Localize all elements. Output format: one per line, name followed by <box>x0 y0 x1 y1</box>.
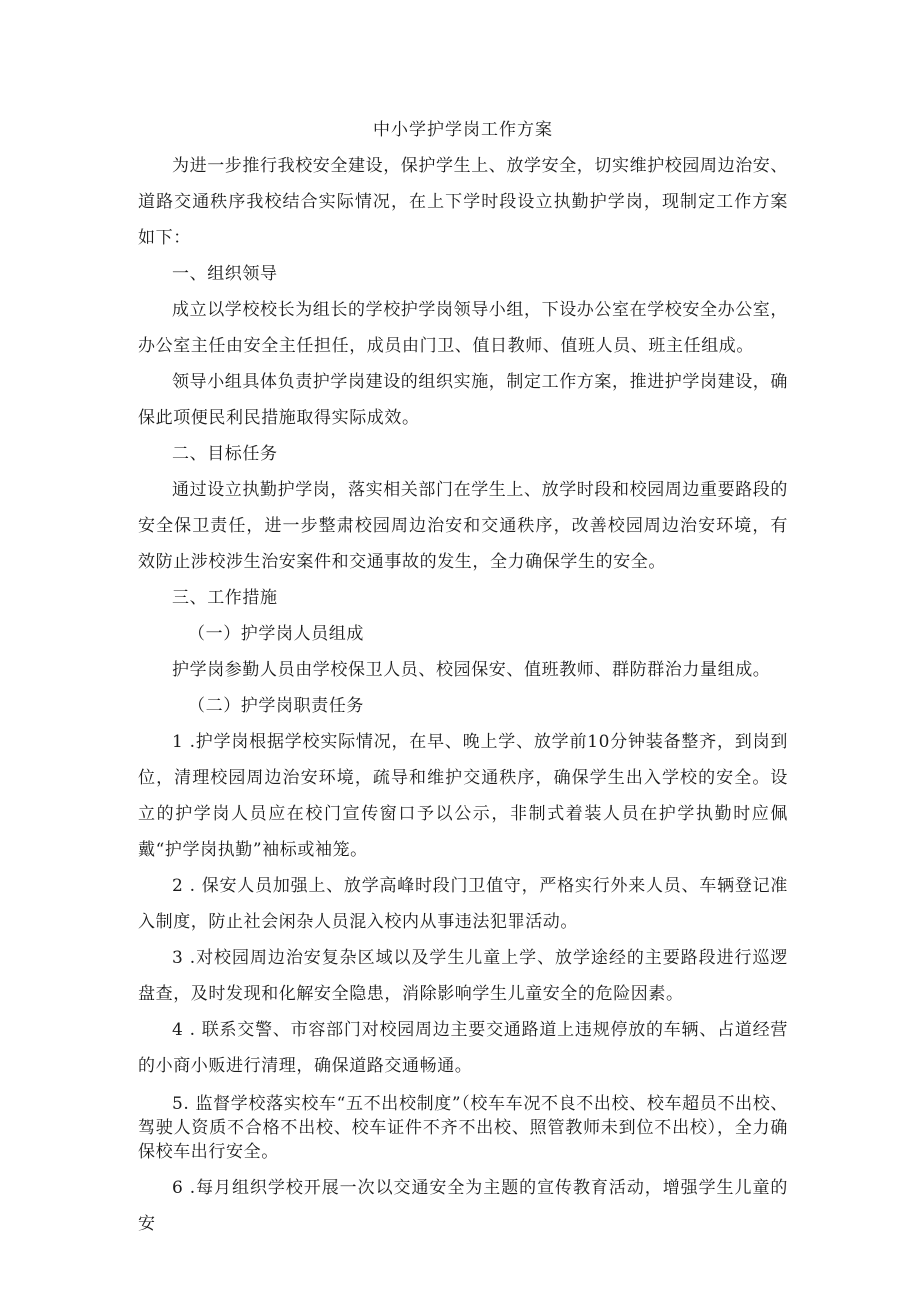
duty-item: 5. 监督学校落实校车“五不出校制度”（校车车况不良不出校、校车超员不出校、驾驶人资质不合格不出校、校车证件不齐不出校、照管教师未到位不出校），全力确保校车出行安全。 <box>138 1094 788 1162</box>
section-heading-measures: 三、工作措施 <box>172 588 278 608</box>
intro-paragraph: 为进一步推行我校安全建设，保护学生上、放学安全，切实维护校园周边治安、道路交通秩序我校结合实际情况，在上下学时段设立执勤护学岗，现制定工作方案如下： <box>138 156 788 248</box>
section1-paragraph: 领导小组具体负责护学岗建设的组织实施，制定工作方案，推进护学岗建设，确保此项便民利民措施取得实际成效。 <box>138 372 788 428</box>
duty-item: 4 . 联系交警、市容部门对校园周边主要交通路道上违规停放的车辆、占道经营的小商小贩进行清理，确保道路交通畅通。 <box>138 1020 788 1076</box>
document-title: 中小学护学岗工作方案 <box>373 120 553 140</box>
duty-item: 3 .对校园周边治安复杂区域以及学生儿童上学、放学途经的主要路段进行巡逻盘查，及时发现和化解安全隐患，消除影响学生儿童安全的危险因素。 <box>138 948 788 1004</box>
subsection1-paragraph: 护学岗参勤人员由学校保卫人员、校园保安、值班教师、群防群治力量组成。 <box>172 660 771 680</box>
duty-item: 1 .护学岗根据学校实际情况，在早、晚上学、放学前10分钟装备整齐，到岗到位，清理校园周边治安环境，疏导和维护交通秩序，确保学生出入学校的安全。设立的护学岗人员应在校门宣传窗口予以公示，非制式着装人员在护学执勤时应佩戴“护学岗执勤”袖标或袖笼。 <box>138 732 788 860</box>
duty-item: 6 .每月组织学校开展一次以交通安全为主题的宣传教育活动，增强学生儿童的安 <box>138 1178 788 1234</box>
duty-item: 2 . 保安人员加强上、放学高峰时段门卫值守，严格实行外来人员、车辆登记准入制度，防止社会闲杂人员混入校内从事违法犯罪活动。 <box>138 876 788 932</box>
section-heading-organization: 一、组织领导 <box>172 264 278 284</box>
subsection-heading-staff: （一）护学岗人员组成 <box>188 624 364 644</box>
section1-paragraph: 成立以学校校长为组长的学校护学岗领导小组，下设办公室在学校安全办公室，办公室主任由安全主任担任，成员由门卫、值日教师、值班人员、班主任组成。 <box>138 300 788 356</box>
section2-paragraph: 通过设立执勤护学岗，落实相关部门在学生上、放学时段和校园周边重要路段的安全保卫责任，进一步整肃校园周边治安和交通秩序，改善校园周边治安环境，有效防止涉校涉生治安案件和交通事故的发生，全力确保学生的安全。 <box>138 480 788 572</box>
section-heading-goals: 二、目标任务 <box>172 444 278 464</box>
subsection-heading-duties: （二）护学岗职责任务 <box>188 696 364 716</box>
